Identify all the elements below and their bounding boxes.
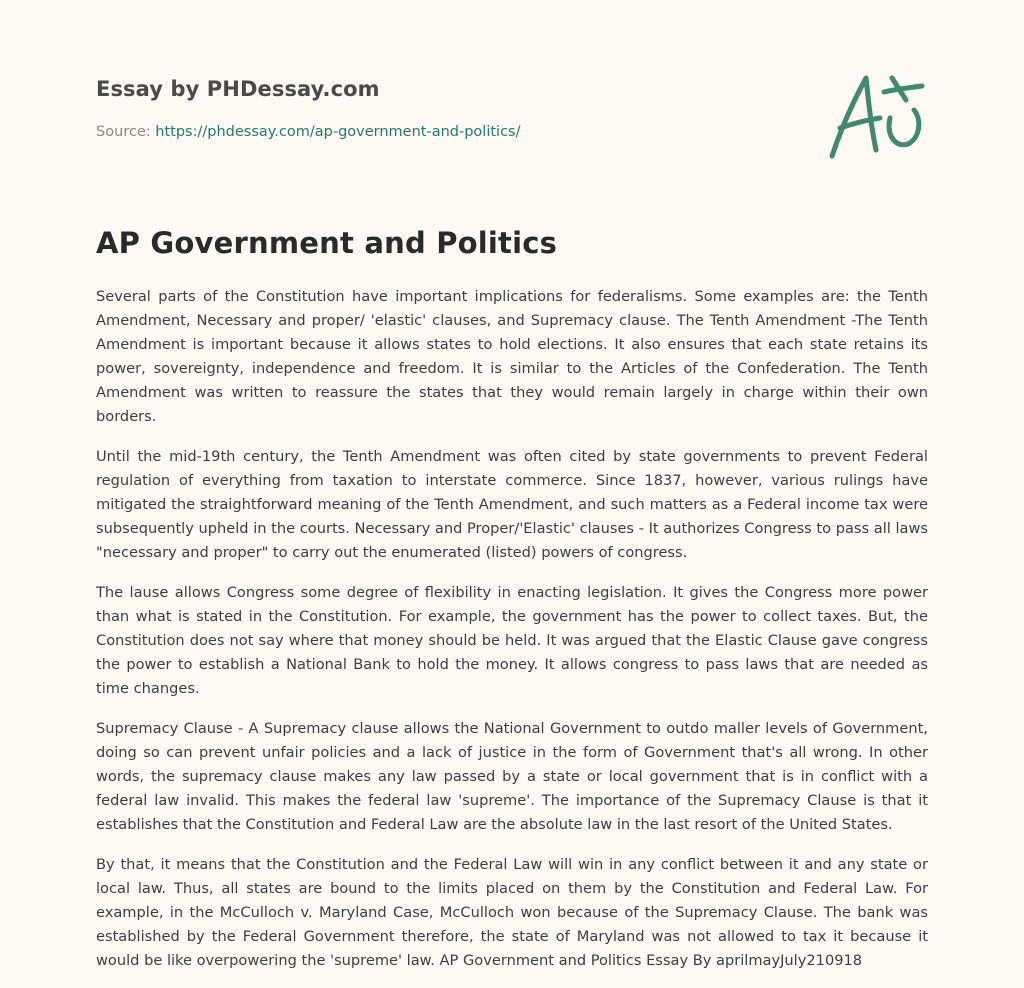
brand-title: Essay by PHDessay.com — [96, 77, 380, 101]
source-link[interactable]: https://phdessay.com/ap-government-and-politics/ — [155, 124, 521, 140]
source-label: Source: — [96, 124, 156, 140]
paragraph: Several parts of the Constitution have important implications for federalisms. Some examples are: the Tenth Amendment, Necessary and proper/ 'elastic' clauses, and Supremacy clause. The Tenth Amendment -The Tenth Amendment is important because it allows states to hold elections. It also ensures that each state retains its power, sovereignty, independence and freedom. It is similar to the Articles of the Confederation. The Tenth Amendment was written to reassure the states that they would remain largely in charge within their own borders. — [96, 288, 928, 425]
source-line — [96, 124, 520, 140]
page-header — [96, 0, 928, 200]
article-title: AP Government and Politics — [96, 226, 558, 260]
article-body — [96, 285, 928, 988]
a-plus-logo-icon — [826, 66, 930, 166]
paragraph: By that, it means that the Constitution and the Federal Law will win in any conflict between it and any state or local law. Thus, all states are bound to the limits placed on them by the Constitution and Federal Law. For example, in the McCulloch v. Maryland Case, McCulloch won because of the Supremacy Clause. The bank was established by the Federal Government therefore, the state of Maryland was not allowed to tax it because it would be like overpowering the 'supreme' law. AP Government and Politics Essay By aprilmayJuly210918 — [96, 856, 928, 969]
paragraph: Until the mid-19th century, the Tenth Amendment was often cited by state governments to prevent Federal regulation of everything from taxation to interstate commerce. Since 1837, however, various rulings have mitigated the straightforward meaning of the Tenth Amendment, and such matters as a Federal income tax were subsequently upheld in the courts. Necessary and Proper/'Elastic' clauses - It authorizes Congress to pass all laws "necessary and proper" to carry out the enumerated (listed) powers of congress. — [96, 448, 928, 561]
paragraph: The lause allows Congress some degree of flexibility in enacting legislation. It gives the Congress more power than what is stated in the Constitution. For example, the government has the power to collect taxes. But, the Constitution does not say where that money should be held. It was argued that the Elastic Clause gave congress the power to establish a National Bank to hold the money. It allows congress to pass laws that are needed as time changes. — [96, 584, 928, 697]
paragraph: Supremacy Clause - A Supremacy clause allows the National Government to outdo maller levels of Government, doing so can prevent unfair policies and a lack of justice in the form of Government that's all wrong. In other words, the supremacy clause makes any law passed by a state or local government that is in conflict with a federal law invalid. This makes the federal law 'supreme'. The importance of the Supremacy Clause is that it establishes that the Constitution and Federal Law are the absolute law in the last resort of the United States. — [96, 720, 928, 833]
